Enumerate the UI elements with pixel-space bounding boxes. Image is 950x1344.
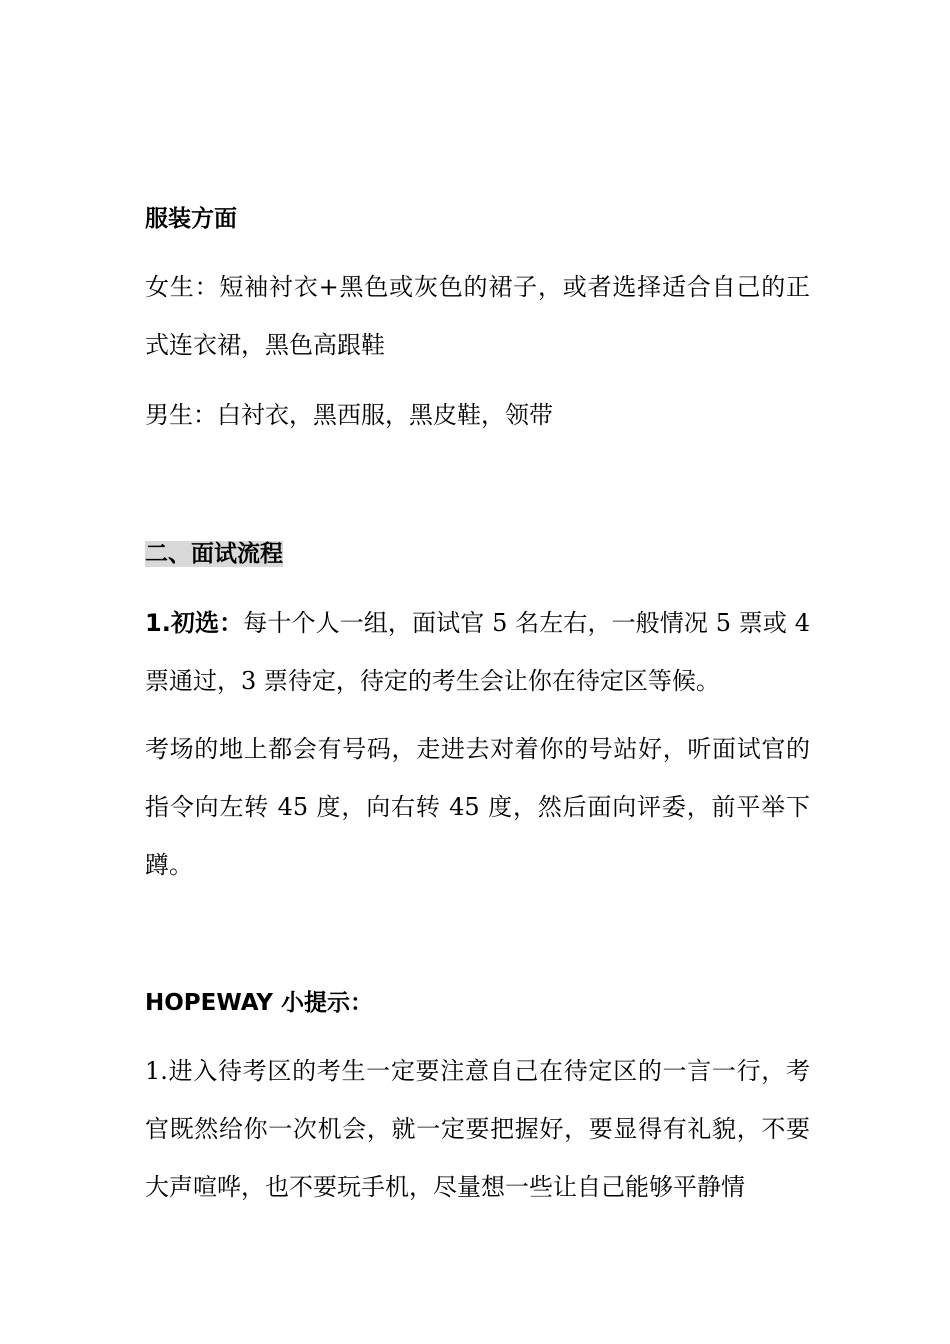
process-step1-text: 每十个人一组，面试官 5 名左右，一般情况 5 票或 4 票通过，3 票待定，待定的考生会让你在待定区等候。 bbox=[145, 609, 810, 695]
process-step1-paragraph bbox=[145, 594, 810, 710]
tips-heading: HOPEWAY 小提示： bbox=[145, 990, 373, 1016]
process-step1-label: 1.初选： bbox=[145, 609, 244, 637]
tips-tip1-paragraph: 1.进入待考区的考生一定要注意自己在待定区的一言一行，考官既然给你一次机会，就一定要把握好，要显得有礼貌，不要大声喧哗，也不要玩手机，尽量想一些让自己能够平静情 bbox=[145, 1057, 810, 1201]
process-heading-highlight: 二、面试流程 bbox=[145, 541, 283, 567]
clothing-heading: 服装方面 bbox=[145, 206, 237, 232]
clothing-male-paragraph: 男生：白衬衣，黑西服，黑皮鞋，领带 bbox=[145, 401, 553, 429]
process-step1-detail-paragraph: 考场的地上都会有号码，走进去对着你的号站好，听面试官的指令向左转 45 度，向右转 45 度，然后面向评委，前平举下蹲。 bbox=[145, 735, 810, 879]
clothing-female-paragraph: 女生：短袖衬衣+黑色或灰色的裙子，或者选择适合自己的正式连衣裙，黑色高跟鞋 bbox=[145, 273, 810, 359]
process-heading bbox=[145, 525, 810, 583]
